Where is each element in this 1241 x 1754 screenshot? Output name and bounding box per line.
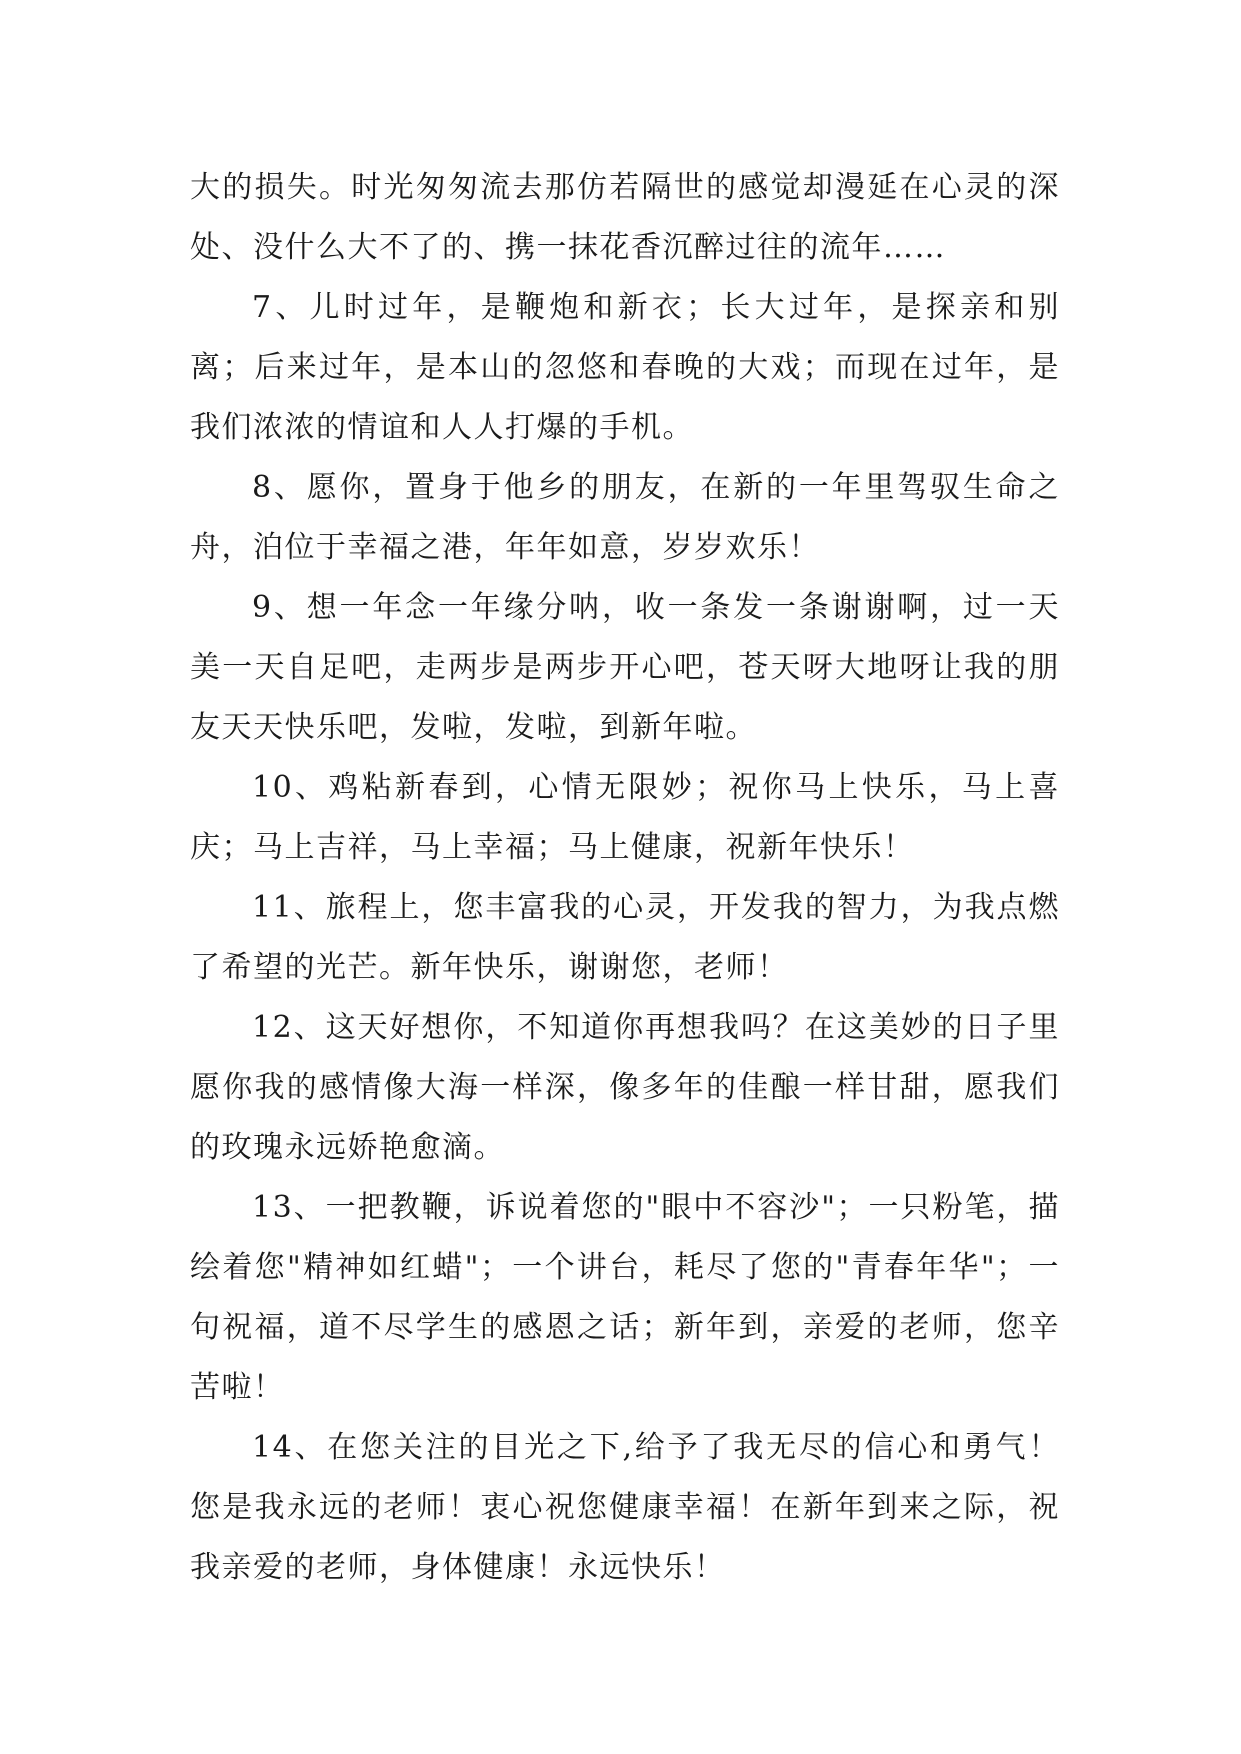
paragraph-item-14: 14、在您关注的目光之下,给予了我无尽的信心和勇气！您是我永远的老师！衷心祝您健康幸福！在新年到来之际，祝我亲爱的老师，身体健康！永远快乐！ [190, 1430, 1060, 1585]
paragraph-item-10: 10、鸡粘新春到，心情无限妙；祝你马上快乐，马上喜庆；马上吉祥，马上幸福；马上健康，祝新年快乐！ [190, 770, 1060, 865]
paragraph-item-11: 11、旅程上，您丰富我的心灵，开发我的智力，为我点燃了希望的光芒。新年快乐，谢谢您，老师！ [190, 890, 1060, 985]
document-body [190, 158, 1060, 1598]
paragraph-item-13: 13、一把教鞭，诉说着您的"眼中不容沙"；一只粉笔，描绘着您"精神如红蜡"；一个讲台，耗尽了您的"青春年华"；一句祝福，道不尽学生的感恩之话；新年到，亲爱的老师，您辛苦啦！ [190, 1190, 1060, 1405]
paragraph-item-8: 8、愿你，置身于他乡的朋友，在新的一年里驾驭生命之舟，泊位于幸福之港，年年如意，岁岁欢乐！ [190, 470, 1060, 565]
paragraph-item-7: 7、儿时过年，是鞭炮和新衣；长大过年，是探亲和别离；后来过年，是本山的忽悠和春晚的大戏；而现在过年，是我们浓浓的情谊和人人打爆的手机。 [190, 290, 1060, 445]
paragraph-item-12: 12、这天好想你，不知道你再想我吗？在这美妙的日子里愿你我的感情像大海一样深，像多年的佳酿一样甘甜，愿我们的玫瑰永远娇艳愈滴。 [190, 1010, 1060, 1165]
paragraph-item-9: 9、想一年念一年缘分呐，收一条发一条谢谢啊，过一天美一天自足吧，走两步是两步开心吧，苍天呀大地呀让我的朋友天天快乐吧，发啦，发啦，到新年啦。 [190, 590, 1060, 745]
paragraph-continuation: 大的损失。时光匆匆流去那仿若隔世的感觉却漫延在心灵的深处、没什么大不了的、携一抹花香沉醉过往的流年…… [190, 170, 1060, 265]
